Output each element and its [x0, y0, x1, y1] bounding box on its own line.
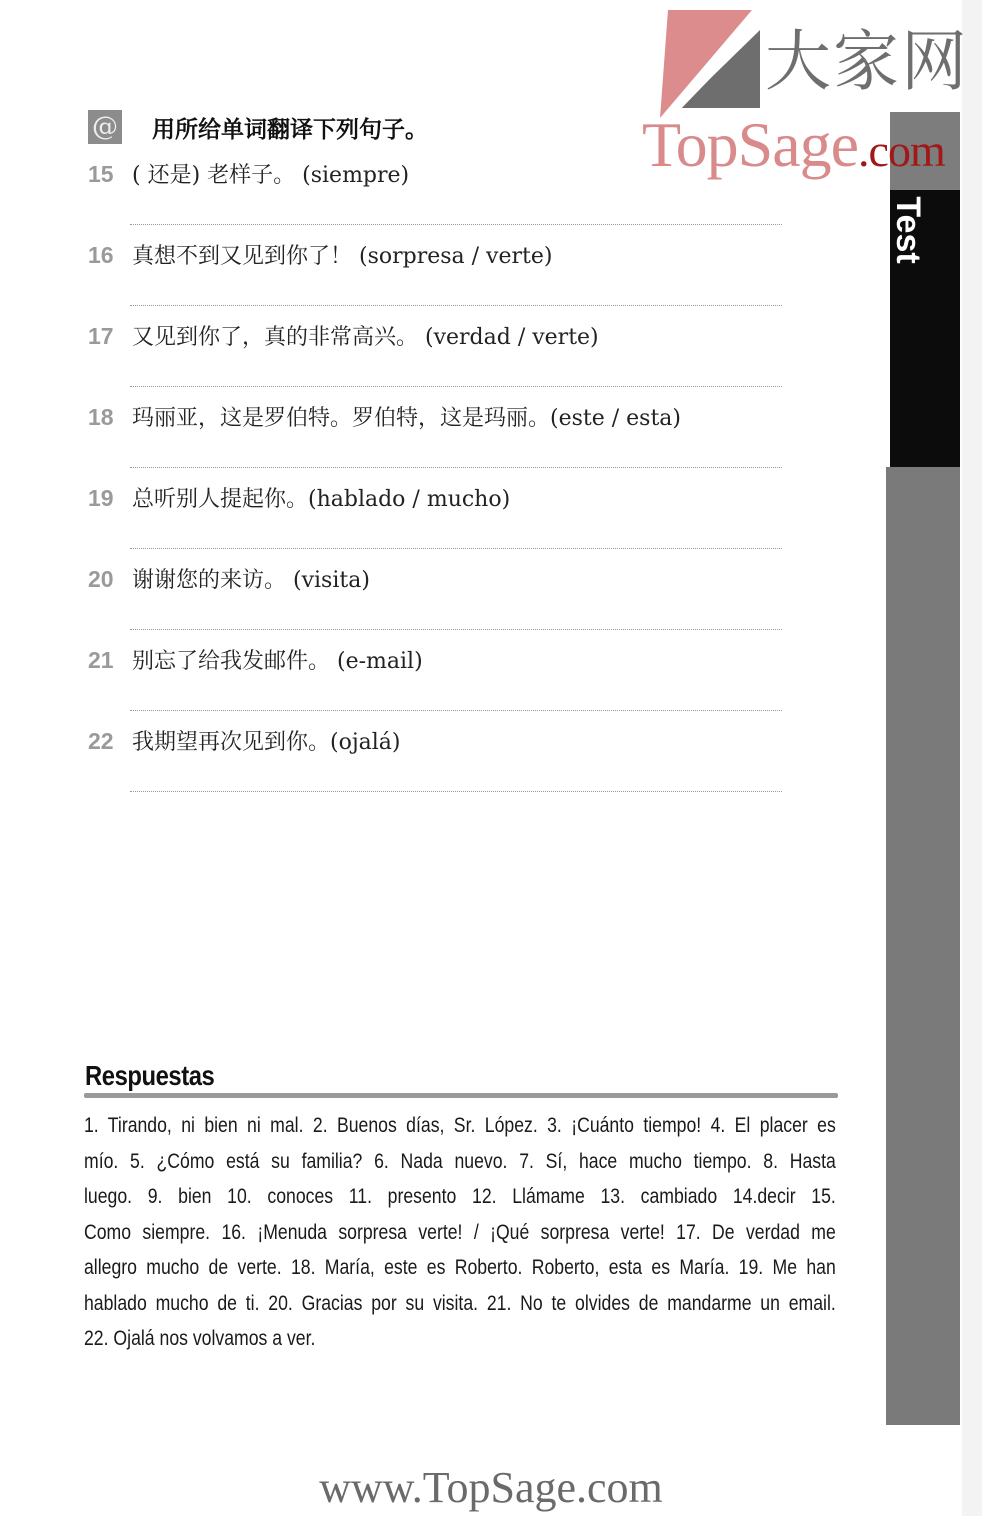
- question-text: 别忘了给我发邮件。 (e-mail): [132, 649, 423, 674]
- question-number: 19: [88, 485, 114, 511]
- answer-text: Como siempre. 16. ¡Menuda sorpresa verte! / ¡Qué sorpresa verte! 17. De verdad me: [84, 1220, 836, 1244]
- question-item: [88, 239, 552, 270]
- answer-line[interactable]: [130, 548, 782, 549]
- answer-text: luego. 9. bien 10. conoces 11. presento 12. Llámame 13. cambiado 14.decir 15.: [84, 1185, 836, 1208]
- answer-line[interactable]: [130, 467, 782, 468]
- answer-text: mío. 5. ¿Cómo está su familia? 6. Nada nuevo. 7. Sí, hace mucho tiempo. 8. Hasta: [84, 1149, 836, 1173]
- answer-text: 1. Tirando, ni bien ni mal. 2. Buenos días, Sr. López. 3. ¡Cuánto tiempo! 4. El placer es: [84, 1114, 836, 1137]
- question-number: 15: [88, 161, 114, 187]
- question-item: [88, 644, 423, 675]
- answers-divider: [84, 1093, 838, 1098]
- question-number: 20: [88, 566, 114, 592]
- answer-text: allegro mucho de verte. 18. María, este es Roberto. Roberto, esta es María. 19. Me han: [84, 1256, 836, 1279]
- side-tab-bar: [886, 467, 960, 1425]
- watermark-cn: 大家网: [765, 23, 969, 100]
- question-item: [88, 158, 409, 189]
- question-number: 17: [88, 323, 114, 349]
- question-number: 18: [88, 404, 114, 430]
- answer-line-text: [84, 1144, 836, 1180]
- question-text: 我期望再次见到你。(ojalá): [132, 730, 401, 755]
- answer-line[interactable]: [130, 710, 782, 711]
- answer-line-text: [84, 1286, 836, 1322]
- answer-line-text: [84, 1215, 836, 1251]
- side-tab-label: Test: [889, 196, 928, 264]
- question-item: [88, 401, 681, 432]
- question-item: [88, 725, 401, 756]
- answer-line[interactable]: [130, 224, 782, 225]
- answer-text: hablado mucho de ti. 20. Gracias por su visita. 21. No te olvides de mandarme un email.: [84, 1291, 836, 1315]
- question-item: [88, 320, 599, 351]
- question-text: 玛丽亚，这是罗伯特。罗伯特，这是玛丽。(este / esta): [132, 406, 682, 431]
- answer-line[interactable]: [130, 305, 782, 306]
- question-item: [88, 563, 370, 594]
- page-edge: [962, 0, 982, 1516]
- answer-text: 22. Ojalá nos volvamos a ver.: [84, 1327, 316, 1350]
- question-text: 真想不到又见到你了！ (sorpresa / verte): [132, 244, 553, 269]
- question-number: 21: [88, 647, 114, 673]
- question-number: 22: [88, 728, 114, 754]
- instruction: 用所给单词翻译下列句子。: [152, 116, 428, 143]
- question-item: [88, 482, 510, 513]
- answer-line[interactable]: [130, 629, 782, 630]
- answers-title: Respuestas: [85, 1060, 215, 1091]
- question-text: 谢谢您的来访。 (visita): [132, 568, 370, 593]
- question-text: 又见到你了，真的非常高兴。 (verdad / verte): [132, 325, 599, 350]
- answer-line-text: [84, 1108, 836, 1144]
- answer-line[interactable]: [130, 791, 782, 792]
- question-text: 总听别人提起你。(hablado / mucho): [132, 487, 511, 512]
- section-heading: [88, 110, 428, 144]
- answer-line-text: [84, 1250, 836, 1286]
- spiral-icon: @: [88, 110, 122, 144]
- footer-url: www.TopSage.com: [319, 1463, 663, 1512]
- watermark-en: TopSage.com: [642, 109, 945, 180]
- question-number: 16: [88, 242, 114, 268]
- answer-line-text: [84, 1179, 836, 1215]
- answer-line[interactable]: [130, 386, 782, 387]
- answer-line-text: [84, 1321, 836, 1357]
- question-text: ( 还是) 老样子。 (siempre): [132, 163, 410, 188]
- answers-text: [84, 1108, 836, 1357]
